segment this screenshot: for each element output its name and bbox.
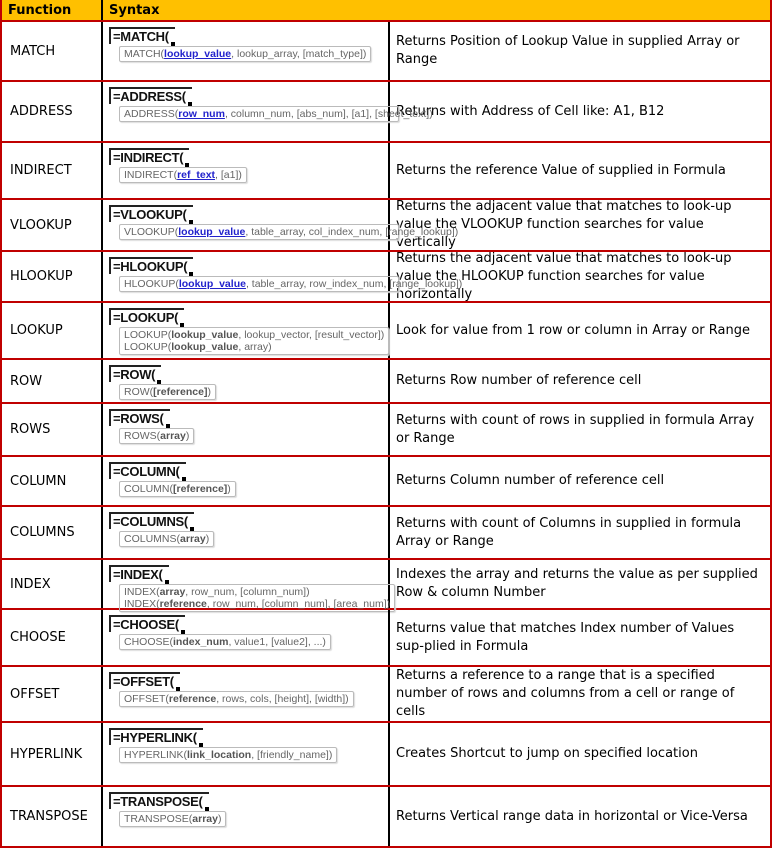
description-cell: Returns Row number of reference cell	[396, 373, 642, 388]
tooltip-segment: array	[192, 813, 218, 825]
syntax-cell	[103, 610, 390, 665]
syntax-cell	[103, 787, 390, 846]
syntax-tooltip	[119, 167, 247, 183]
tooltip-line	[124, 636, 326, 648]
table-row	[2, 723, 770, 787]
tooltip-line	[124, 329, 384, 341]
formula-input: =COLUMNS(	[109, 512, 194, 529]
description-cell: Returns value that matches Index number of Values sup-plied in Formula	[396, 620, 735, 654]
formula-input: =INDEX(	[109, 565, 169, 582]
function-name-column: COLUMN	[2, 457, 103, 505]
table-row	[2, 610, 770, 667]
function-name-rows: ROWS	[2, 404, 103, 455]
tooltip-segment: )	[207, 386, 211, 398]
formula-input: =VLOOKUP(	[109, 205, 193, 222]
tooltip-segment: , table_array, col_index_num, [range_lookup])	[245, 226, 459, 238]
formula-input: =HLOOKUP(	[109, 257, 193, 274]
table-row	[2, 22, 770, 82]
syntax-cell	[103, 667, 390, 721]
tooltip-segment: reference	[168, 693, 217, 705]
tooltip-segment: ROWS(	[124, 430, 161, 442]
tooltip-line	[124, 749, 332, 761]
syntax-tooltip	[119, 584, 395, 612]
tooltip-segment: [reference]	[153, 386, 208, 398]
description-cell: Returns the adjacent value that matches to look-up value the VLOOKUP function searches for value vertically	[396, 199, 732, 250]
syntax-tooltip	[119, 428, 194, 444]
tooltip-line	[124, 813, 221, 825]
tooltip-segment: INDIRECT(	[124, 169, 178, 181]
tooltip-line	[124, 598, 390, 610]
header-syntax: Syntax	[109, 3, 160, 18]
tooltip-line	[124, 278, 463, 290]
tooltip-segment: , lookup_vector, [result_vector])	[238, 329, 385, 341]
tooltip-segment: )	[217, 813, 222, 825]
tooltip-segment: OFFSET(	[124, 693, 169, 705]
syntax-cell	[103, 360, 390, 402]
tooltip-line	[124, 169, 242, 181]
tooltip-segment: )	[205, 533, 210, 545]
function-name-hyperlink: HYPERLINK	[2, 723, 103, 785]
tooltip-line	[124, 430, 189, 442]
syntax-tooltip	[119, 691, 354, 707]
tooltip-segment: ref_text	[177, 169, 216, 181]
function-name-offset: OFFSET	[2, 667, 103, 721]
formula-input: =COLUMN(	[109, 462, 186, 479]
syntax-cell	[103, 507, 390, 558]
function-name-address: ADDRESS	[2, 82, 103, 141]
table-row	[2, 200, 770, 252]
table-row	[2, 667, 770, 723]
tooltip-segment: ROW(	[124, 386, 154, 398]
description-cell: Returns with count of Columns in supplied in formula Array or Range	[396, 515, 742, 549]
tooltip-line	[124, 483, 231, 495]
function-name-hlookup: HLOOKUP	[2, 252, 103, 301]
tooltip-segment: MATCH(	[124, 48, 165, 60]
function-name-lookup: LOOKUP	[2, 303, 103, 358]
formula-input: =INDIRECT(	[109, 148, 189, 165]
table-header	[2, 0, 770, 22]
formula-input: =LOOKUP(	[109, 308, 184, 325]
table-row	[2, 360, 770, 404]
tooltip-segment: , row_num, [column_num])	[185, 586, 310, 598]
tooltip-segment: , lookup_array, [match_type])	[231, 48, 367, 60]
description-cell: Returns Column number of reference cell	[396, 473, 665, 488]
syntax-tooltip	[119, 634, 331, 650]
tooltip-segment: HLOOKUP(	[124, 278, 179, 290]
tooltip-segment: [reference]	[173, 483, 228, 495]
description-cell: Returns Vertical range data in horizontal or Vice-Versa	[396, 808, 748, 824]
tooltip-segment: lookup_value	[178, 278, 246, 290]
table-row	[2, 787, 770, 848]
tooltip-segment: LOOKUP(	[124, 329, 172, 341]
syntax-cell	[103, 143, 390, 198]
tooltip-segment: LOOKUP(	[124, 341, 172, 353]
tooltip-segment: array	[159, 586, 186, 598]
tooltip-segment: , array)	[238, 341, 272, 353]
description-cell: Returns Position of Lookup Value in supplied Array or Range	[396, 34, 740, 67]
syntax-cell	[103, 200, 459, 250]
tooltip-segment: CHOOSE(	[124, 636, 174, 648]
formula-input: =CHOOSE(	[109, 615, 185, 632]
description-cell: Look for value from 1 row or column in Array or Range	[396, 322, 750, 338]
table-row	[2, 560, 770, 610]
description-cell: Returns a reference to a range that is a specified number of rows and columns from a cell or range of cells	[396, 668, 735, 719]
table-row	[2, 252, 770, 303]
tooltip-line	[124, 48, 366, 60]
table-row	[2, 404, 770, 457]
function-name-indirect: INDIRECT	[2, 143, 103, 198]
formula-input: =ADDRESS(	[109, 87, 192, 104]
tooltip-segment: reference	[159, 598, 207, 610]
description-cell: Returns with count of rows in supplied in formula Array or Range	[396, 412, 755, 446]
tooltip-segment: array	[160, 430, 186, 442]
syntax-cell	[103, 82, 433, 141]
syntax-tooltip	[119, 106, 433, 122]
syntax-tooltip	[119, 224, 459, 240]
table-row	[2, 303, 770, 360]
tooltip-segment: , rows, cols, [height], [width])	[216, 693, 349, 705]
tooltip-segment: link_location	[187, 749, 252, 761]
function-name-row: ROW	[2, 360, 103, 402]
tooltip-segment: )	[185, 430, 190, 442]
tooltip-segment: lookup_value	[171, 329, 239, 341]
description-cell: Returns the reference Value of supplied in Formula	[396, 162, 726, 178]
tooltip-line	[124, 533, 209, 545]
tooltip-segment: , [a1])	[215, 169, 242, 181]
formula-input: =TRANSPOSE(	[109, 792, 209, 809]
tooltip-line	[124, 386, 211, 398]
tooltip-segment: lookup_value	[171, 341, 239, 353]
tooltip-segment: , table_array, row_index_num, [range_lookup])	[245, 278, 463, 290]
description-cell: Returns the adjacent value that matches to look-up value the HLOOKUP function searches for value horizontally	[396, 250, 732, 302]
syntax-cell	[103, 560, 390, 608]
function-name-choose: CHOOSE	[2, 610, 103, 665]
syntax-tooltip	[119, 531, 214, 547]
syntax-tooltip	[119, 747, 337, 763]
syntax-tooltip	[119, 327, 389, 355]
tooltip-segment: row_num	[178, 108, 225, 120]
tooltip-segment: VLOOKUP(	[124, 226, 179, 238]
formula-input: =OFFSET(	[109, 672, 180, 689]
syntax-tooltip	[119, 384, 216, 400]
syntax-tooltip	[119, 46, 371, 62]
tooltip-segment: COLUMN(	[124, 483, 173, 495]
tooltip-segment: HYPERLINK(	[124, 749, 188, 761]
formula-input: =MATCH(	[109, 27, 175, 44]
tooltip-segment: ADDRESS(	[124, 108, 179, 120]
function-name-index: INDEX	[2, 560, 103, 608]
function-name-columns: COLUMNS	[2, 507, 103, 558]
formula-input: =ROW(	[109, 365, 161, 382]
tooltip-segment: COLUMNS(	[124, 533, 181, 545]
tooltip-line	[124, 108, 433, 120]
tooltip-segment: index_num	[173, 636, 229, 648]
syntax-tooltip	[119, 811, 226, 827]
syntax-cell	[103, 723, 390, 785]
tooltip-segment: INDEX(	[124, 586, 160, 598]
function-name-transpose: TRANSPOSE	[2, 787, 103, 846]
tooltip-segment: , value1, [value2], ...)	[228, 636, 326, 648]
tooltip-segment: TRANSPOSE(	[124, 813, 193, 825]
syntax-tooltip	[119, 481, 236, 497]
syntax-cell	[103, 404, 390, 455]
description-cell: Creates Shortcut to jump on specified location	[396, 746, 698, 761]
header-function: Function	[2, 0, 103, 20]
description-cell: Returns with Address of Cell like: A1, B12	[396, 103, 665, 119]
tooltip-segment: )	[227, 483, 231, 495]
function-name-match: MATCH	[2, 22, 103, 80]
syntax-tooltip	[119, 276, 463, 292]
table-row	[2, 457, 770, 507]
syntax-cell	[103, 252, 463, 301]
tooltip-line	[124, 693, 349, 705]
tooltip-segment: array	[180, 533, 206, 545]
formula-input: =HYPERLINK(	[109, 728, 203, 745]
function-name-vlookup: VLOOKUP	[2, 200, 103, 250]
tooltip-segment: , column_num, [abs_num], [a1], [sheet_text])	[224, 108, 433, 120]
syntax-cell	[103, 303, 390, 358]
tooltip-line	[124, 341, 384, 353]
tooltip-segment: INDEX(	[124, 598, 160, 610]
description-cell: Indexes the array and returns the value as per supplied Row & column Number	[396, 567, 758, 600]
table-row	[2, 507, 770, 560]
formula-input: =ROWS(	[109, 409, 170, 426]
tooltip-line	[124, 586, 390, 598]
table-row	[2, 82, 770, 143]
syntax-cell	[103, 457, 390, 505]
tooltip-segment: , row_num, [column_num], [area_num])	[206, 598, 391, 610]
table-row	[2, 143, 770, 200]
tooltip-line	[124, 226, 459, 238]
tooltip-segment: , [friendly_name])	[251, 749, 333, 761]
syntax-cell	[103, 22, 390, 80]
tooltip-segment: lookup_value	[164, 48, 232, 60]
tooltip-segment: lookup_value	[178, 226, 246, 238]
